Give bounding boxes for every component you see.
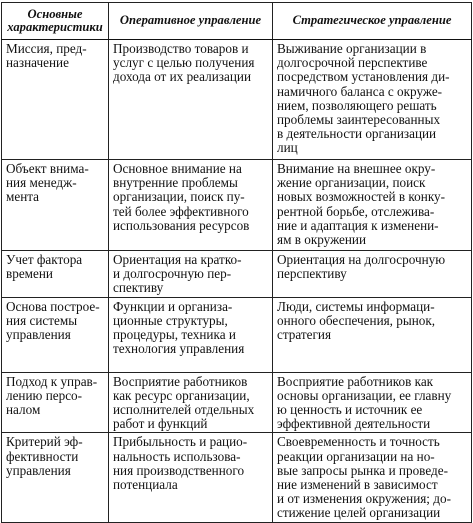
table-row [2,433,472,523]
cell-characteristic: Учет фактора времени [2,251,109,298]
cell-operational: Производство товаров и услуг с целью получения дохода от их реализации [109,40,273,160]
cell-characteristic: Объект внима- ния менедж- мента [2,160,109,251]
cell-strategic: Восприятие работников как основы организации, ее главну ю ценность и источник ее эффективной деятельности [273,372,472,433]
header-strategic: Стратегическое управление [273,3,472,40]
cell-strategic: Выживание организации в долгосрочной перспективе посредством установления ди- намичного баланса с окруже- нием, позволяющего решать проблемы заинтересованных в деятельности организации лиц [273,40,472,160]
table-row [2,372,472,433]
cell-operational: Основное внимание на внутренние проблемы организации, поиск пу- тей более эффективного использования ресурсов [109,160,273,251]
cell-characteristic: Миссия, пред- назначение [2,40,109,160]
cell-strategic: Ориентация на долгосрочную перспективу [273,251,472,298]
table-row [2,160,472,251]
cell-strategic: Внимание на внешнее окру- жение организации, поиск новых возможностей в конку- рентной борьбе, отслежива- ние и адаптация к изменени- ям в окружении [273,160,472,251]
header-characteristics: Основные характеристики [2,3,109,40]
table-header [2,3,472,40]
cell-characteristic: Подход к управ- лению персо- налом [2,372,109,433]
table-row [2,40,472,160]
table-row [2,251,472,298]
header-operational: Оперативное управление [109,3,273,40]
cell-strategic: Своевременность и точность реакции организации на но- вые запросы рынка и проведе- ние изменений в зависимост и от изменения окружения; до- стижение целей организации [273,433,472,523]
table-row [2,297,472,372]
table-body [2,40,472,523]
cell-operational: Восприятие работников как ресурс организации, исполнителей отдельных работ и функций [109,372,273,433]
cell-operational: Функции и организа- ционные структуры, процедуры, техника и технология управления [109,297,273,372]
cell-strategic: Люди, системы информаци- онного обеспечения, рынок, стратегия [273,297,472,372]
cell-operational: Ориентация на кратко- и долгосрочную пер- спективу [109,251,273,298]
cell-characteristic: Критерий эф- фективности управления [2,433,109,523]
header-row [2,3,472,40]
comparison-table [1,2,472,523]
cell-operational: Прибыльность и рацио- нальность использова- ния производственного потенциала [109,433,273,523]
cell-characteristic: Основа построе- ния системы управления [2,297,109,372]
